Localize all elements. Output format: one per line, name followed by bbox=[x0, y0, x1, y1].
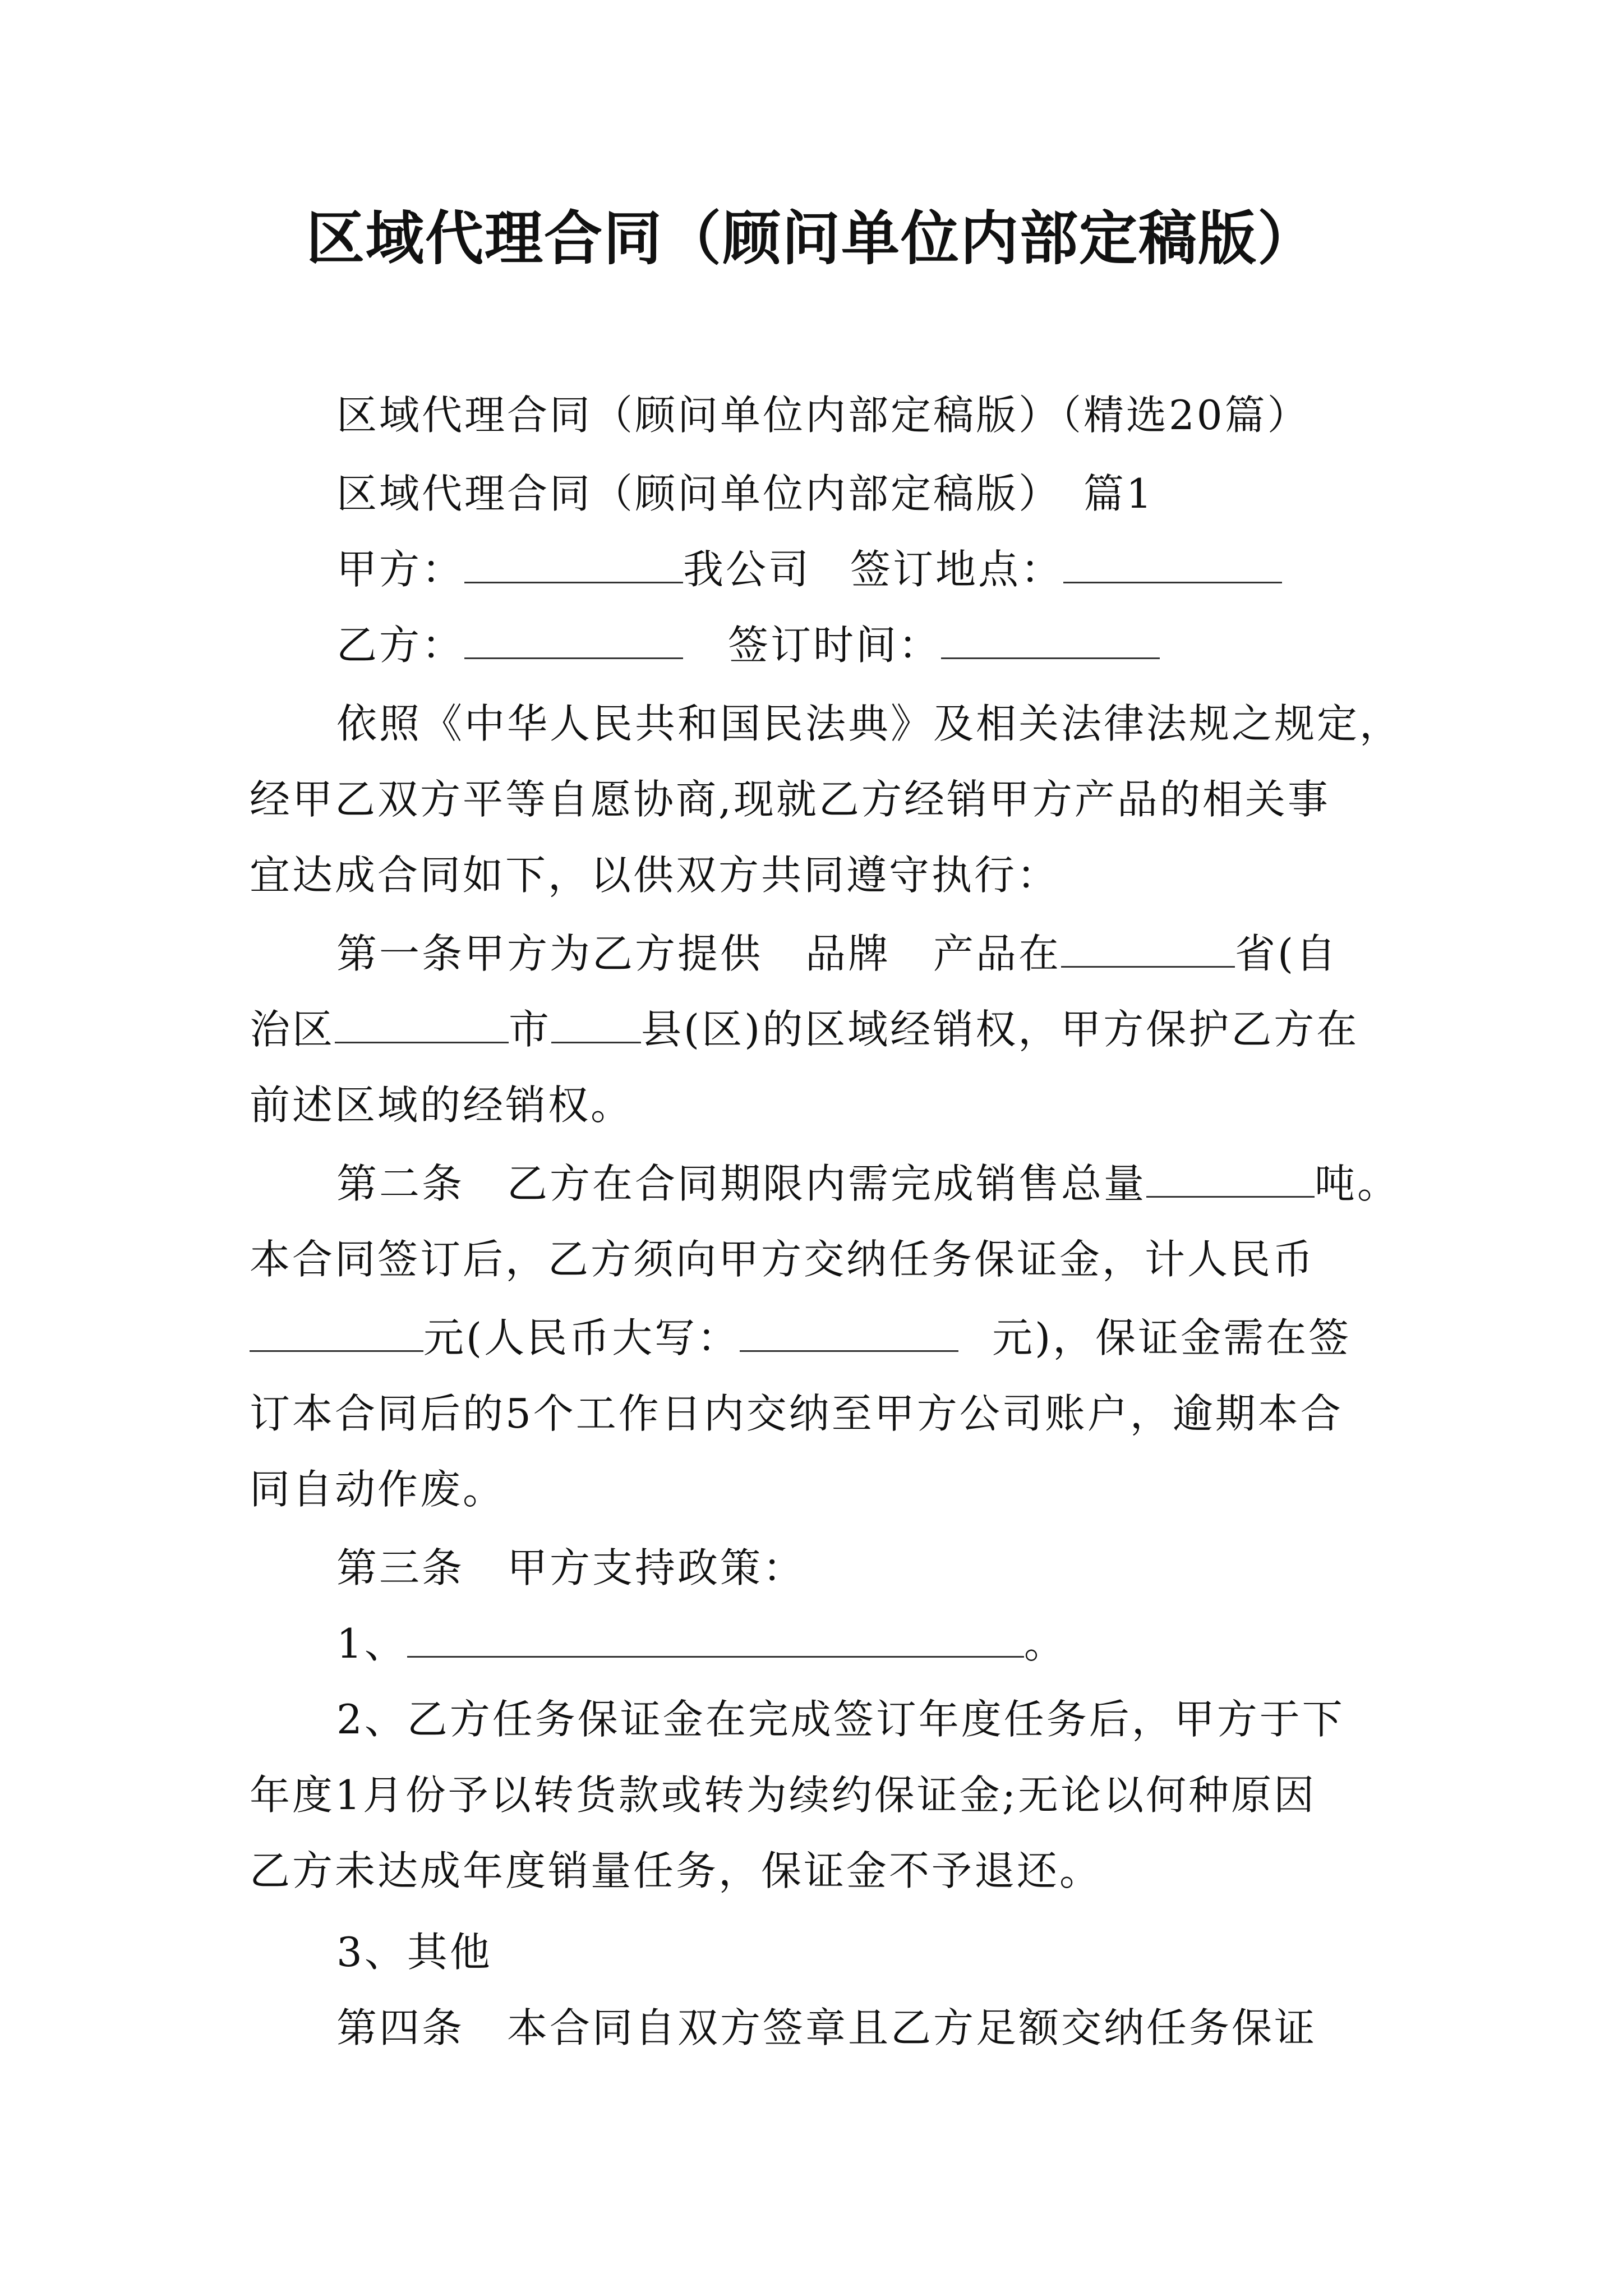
sales-total-blank bbox=[1146, 1161, 1315, 1198]
province-blank bbox=[1061, 931, 1235, 968]
party-b-line bbox=[336, 617, 1160, 673]
article-2-line-4: 订本合同后的5个工作日内交纳至甲方公司账户，逾期本合 bbox=[250, 1390, 1343, 1437]
sign-time-blank bbox=[941, 623, 1160, 659]
article-3-item-2-line-3: 乙方未达成年度销量任务，保证金不予退还。 bbox=[250, 1847, 1103, 1894]
article-2-line-1 bbox=[336, 1156, 1400, 1212]
article-2-line-5: 同自动作废。 bbox=[250, 1466, 506, 1513]
document-subtitle: 区域代理合同（顾问单位内部定稿版）（精选20篇） bbox=[336, 392, 1310, 439]
article-1-line-2 bbox=[250, 1001, 1359, 1057]
article-2-line-3 bbox=[250, 1310, 1351, 1366]
party-a-suffix: 我公司 bbox=[683, 546, 811, 593]
article-3-item-2-line-2: 年度1月份予以转货款或转为续约保证金;无论以何种原因 bbox=[250, 1772, 1317, 1819]
party-a-line bbox=[336, 541, 1282, 597]
article-1-text-c: 治区 bbox=[250, 1006, 335, 1053]
article-3-item-1 bbox=[336, 1616, 1067, 1672]
county-blank bbox=[551, 1007, 641, 1043]
article-3-item-3: 3、其他 bbox=[336, 1929, 492, 1976]
document-title: 区域代理合同（顾问单位内部定稿版） bbox=[306, 204, 1317, 273]
article-1-text-a: 第一条甲方为乙方提供 品牌 产品在 bbox=[336, 930, 1062, 977]
article-1-line-3: 前述区域的经销权。 bbox=[250, 1082, 634, 1129]
party-b-label: 乙方： bbox=[336, 622, 465, 669]
city-blank bbox=[335, 1007, 509, 1043]
chapter-heading: 区域代理合同（顾问单位内部定稿版） 篇1 bbox=[336, 470, 1154, 517]
sign-time-label: 签订时间： bbox=[728, 622, 942, 669]
article-2-text-c: 元(人民币大写： bbox=[423, 1314, 740, 1361]
item-1-prefix: 1、 bbox=[336, 1620, 407, 1667]
article-1-text-d: 市 bbox=[509, 1006, 552, 1053]
article-3-heading: 第三条 甲方支持政策： bbox=[336, 1544, 806, 1591]
policy-blank bbox=[407, 1621, 1024, 1658]
article-2-text-b: 吨。 bbox=[1315, 1160, 1400, 1207]
article-4-line-1: 第四条 本合同自双方签章且乙方足额交纳任务保证 bbox=[336, 2004, 1317, 2051]
article-1-text-e: 县(区)的区域经销权，甲方保护乙方在 bbox=[641, 1006, 1359, 1053]
deposit-amount-blank bbox=[250, 1315, 423, 1352]
sign-place-blank bbox=[1063, 547, 1282, 583]
party-a-blank bbox=[464, 547, 683, 583]
item-1-suffix: 。 bbox=[1023, 1620, 1067, 1667]
sign-place-label: 签订地点： bbox=[850, 546, 1064, 593]
preamble-line-2: 经甲乙双方平等自愿协商,现就乙方经销甲方产品的相关事 bbox=[250, 776, 1330, 823]
article-2-text-a: 第二条 乙方在合同期限内需完成销售总量 bbox=[336, 1160, 1147, 1207]
preamble-line-1: 依照《中华人民共和国民法典》及相关法律法规之规定， bbox=[336, 700, 1403, 747]
party-b-blank bbox=[464, 623, 683, 659]
article-1-line-1 bbox=[336, 926, 1338, 982]
article-2-text-d: 元)，保证金需在签 bbox=[992, 1314, 1352, 1361]
article-3-item-2-line-1: 2、乙方任务保证金在完成签订年度任务后，甲方于下 bbox=[336, 1696, 1345, 1743]
party-a-label: 甲方： bbox=[336, 546, 465, 593]
article-2-line-2: 本合同签订后，乙方须向甲方交纳任务保证金，计人民币 bbox=[250, 1236, 1316, 1283]
preamble-line-3: 宜达成合同如下，以供双方共同遵守执行： bbox=[250, 852, 1060, 899]
article-1-text-b: 省(自 bbox=[1235, 930, 1339, 977]
deposit-words-blank bbox=[740, 1315, 958, 1352]
